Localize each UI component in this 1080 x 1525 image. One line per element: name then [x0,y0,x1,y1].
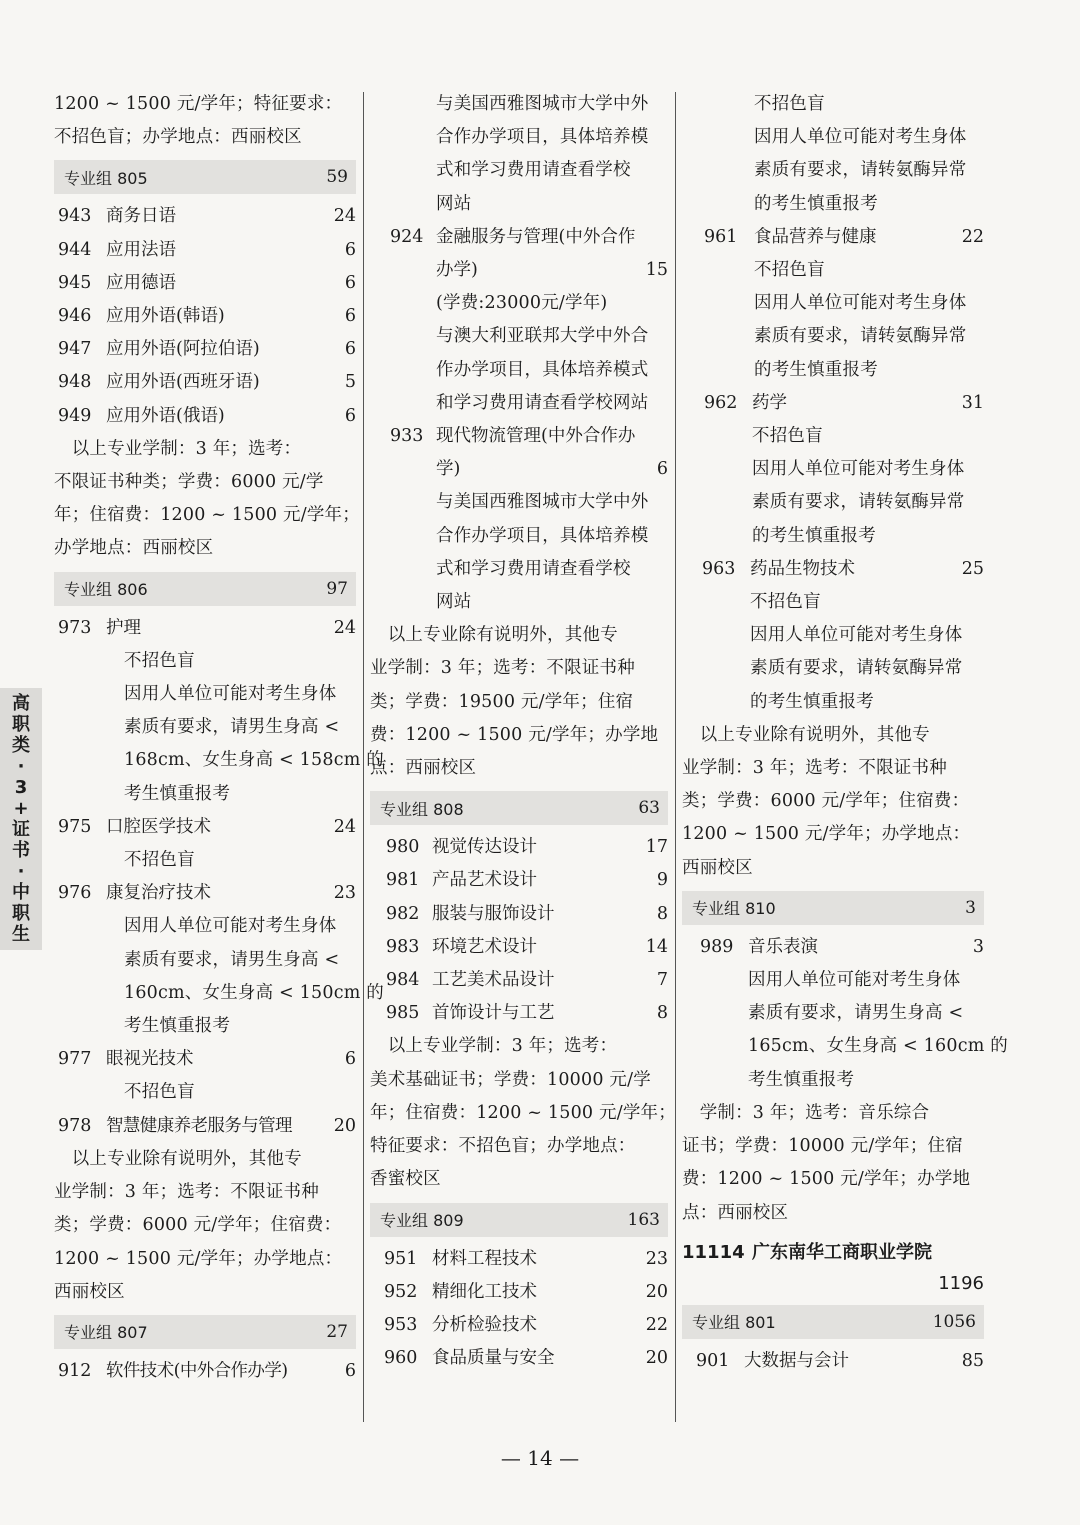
sub-line: 因用人单位可能对考生身体 [752,459,965,480]
note-line: 不限证书种类；学费：6000 元/学 [54,472,324,493]
major-code: 924 [390,226,424,247]
major-row [370,831,668,864]
group-label: 专业组 809 [380,1211,464,1230]
group-header-807 [54,1315,356,1349]
major-count: 6 [656,459,668,480]
side-tab-char: · [17,756,25,777]
major-code: 976 [58,883,92,904]
text-line: 网站 [436,193,472,214]
major-row-cont [370,453,668,486]
major-name: 口腔医学技术 [106,816,211,837]
major-code: 953 [384,1314,418,1335]
group-header-805 [54,160,356,194]
sub-line: 不招色盲 [750,592,821,613]
major-code: 943 [58,206,92,227]
major-name: 应用外语(韩语) [106,306,225,327]
note-line: 业学制：3 年；选考：不限证书种 [370,658,635,679]
sub-line: 素质有要求，请转氨酶异常 [754,326,967,347]
sub-line: 素质有要求，请转氨酶异常 [752,492,965,513]
side-tab-char: · [17,861,25,882]
note-line: 费：1200 ~ 1500 元/学年；办学地 [682,1169,971,1190]
group-count: 1056 [932,1311,976,1332]
sub-line: 考生慎重报考 [124,783,231,804]
column-3 [682,88,1008,1378]
note-line: 类；学费：6000 元/学年；住宿费： [682,791,970,812]
group-header-809 [370,1203,668,1237]
group-header-801 [682,1305,984,1339]
major-name: 分析检验技术 [432,1314,537,1335]
note-line: 点：西丽校区 [370,758,477,779]
major-name: 精细化工技术 [432,1281,537,1302]
major-row [370,1309,668,1342]
major-code: 948 [58,372,92,393]
major-name: 应用法语 [106,239,176,260]
major-row [54,366,356,399]
sub-line: 不招色盲 [124,650,195,671]
note-line: 1200 ~ 1500 元/学年；办学地点： [54,1248,343,1269]
group-count: 27 [326,1321,348,1342]
sub-line: 因用人单位可能对考生身体 [750,625,963,646]
major-row [370,864,668,897]
major-code: 912 [58,1360,92,1381]
sub-line: 素质有要求，请转氨酶异常 [750,658,963,679]
major-code: 978 [58,1115,92,1136]
note-line: 以上专业除有说明外，其他专 [54,1148,302,1169]
group-count: 63 [638,798,660,819]
major-row [370,1243,668,1276]
major-count: 6 [344,1360,356,1381]
text-line: 素质有要求，请转氨酶异常 [754,160,967,181]
major-name: 产品艺术设计 [432,870,537,891]
major-name: 首饰设计与工艺 [432,1003,555,1024]
major-code: 961 [704,226,738,247]
major-row [54,267,356,300]
note-line: 业学制：3 年；选考：不限证书种 [54,1182,319,1203]
sub-line: 作办学项目，具体培养模式 [436,359,649,380]
sub-line: 网站 [436,592,472,613]
text-line: 不招色盲 [754,94,825,114]
text-line: 与美国西雅图城市大学中外 [436,94,649,114]
major-code: 983 [386,936,420,957]
major-code: 975 [58,816,92,837]
major-code: 945 [58,272,92,293]
sub-line: 的考生慎重报考 [754,359,878,380]
major-count: 20 [645,1348,668,1369]
major-count: 14 [645,936,668,957]
side-tab-char: 中 [12,882,30,903]
sub-line: 因用人单位可能对考生身体 [754,293,967,314]
sub-line: 不招色盲 [124,1082,195,1103]
major-code: 946 [58,306,92,327]
group-header-810 [682,891,984,925]
major-row [682,387,984,420]
text-line: 合作办学项目，具体培养模 [436,127,649,148]
note-line: 以上专业除有说明外，其他专 [370,625,618,646]
major-row [370,931,668,964]
major-name: 应用外语(西班牙语) [106,372,260,393]
section-side-tab [0,688,42,950]
major-row [54,400,356,433]
sub-line: 的考生慎重报考 [752,525,876,546]
major-row [682,1345,984,1378]
note-line: 点：西丽校区 [682,1202,789,1223]
major-row [370,1342,668,1375]
group-label: 专业组 806 [64,580,148,600]
major-code: 982 [386,903,420,924]
column-divider [675,92,676,1422]
side-tab-char: 职 [12,903,30,924]
major-name: 金融服务与管理(中外合作 [436,226,636,247]
major-count: 22 [961,226,984,247]
major-code: 980 [386,837,420,858]
major-row [54,1355,356,1388]
major-count: 85 [961,1350,984,1371]
major-count: 15 [645,260,668,281]
sub-line: 素质有要求，请男生身高 < [124,717,340,738]
major-count: 7 [656,970,668,991]
text-line: 因用人单位可能对考生身体 [754,127,967,148]
side-tab-char: 证 [12,819,30,840]
major-row [370,964,668,997]
major-name: 药品生物技术 [750,558,855,579]
major-code: 962 [704,392,738,413]
sub-line: 合作办学项目，具体培养模 [436,525,649,546]
major-row [54,612,356,645]
major-name: 智慧健康养老服务与管理 [106,1115,292,1136]
sub-line: 因用人单位可能对考生身体 [124,684,337,705]
major-code: 985 [386,1003,420,1024]
major-name: 软件技术(中外合作办学) [106,1360,288,1381]
major-row [370,1276,668,1309]
major-count: 5 [344,372,356,393]
major-count: 6 [344,239,356,260]
major-count: 6 [344,339,356,360]
group-label: 专业组 808 [380,799,464,819]
major-code: 901 [696,1350,730,1371]
note-line: 证书；学费：10000 元/学年；住宿 [682,1136,963,1157]
major-count: 6 [344,1049,356,1070]
major-count: 23 [645,1248,668,1269]
major-count: 31 [961,392,984,413]
sub-line: 考生慎重报考 [124,1016,231,1037]
group-label: 专业组 805 [64,168,148,188]
group-label: 专业组 807 [64,1323,148,1343]
major-name: 应用外语(阿拉伯语) [106,339,260,360]
major-name: 应用外语(俄语) [106,405,225,426]
major-count: 24 [333,206,356,227]
page-number: — 14 — [500,1446,580,1470]
note-line: 年；住宿费：1200 ~ 1500 元/学年； [54,505,360,526]
sub-line: 不招色盲 [754,260,825,281]
major-name: 护理 [106,617,141,638]
major-row [370,997,668,1030]
major-count: 6 [344,272,356,293]
group-count: 97 [326,578,348,599]
major-name: 服装与服饰设计 [432,903,555,924]
column-1 [54,88,384,1388]
side-tab-char: 生 [12,924,30,945]
major-count: 3 [972,936,984,957]
note-line: 香蜜校区 [370,1169,441,1190]
major-code: 944 [58,239,92,260]
side-tab-char: 书 [12,840,30,861]
group-header-808 [370,791,668,825]
note-line: 美术基础证书；学费：10000 元/学 [370,1069,651,1090]
major-name: 眼视光技术 [106,1049,194,1070]
major-code: 949 [58,405,92,426]
note-line: 特征要求：不招色盲；办学地点： [370,1136,636,1157]
major-code: 947 [58,339,92,360]
major-row-cont [370,254,668,287]
note-line: 办学地点：西丽校区 [54,538,214,559]
major-row [54,811,356,844]
note-line: 年；住宿费：1200 ~ 1500 元/学年； [370,1102,676,1123]
major-code: 952 [384,1281,418,1302]
major-name: 康复治疗技术 [106,883,211,904]
major-row [370,221,668,254]
major-name: 环境艺术设计 [432,936,537,957]
major-name: 工艺美术品设计 [432,970,555,991]
school-heading [682,1236,984,1269]
note-line: 以上专业除有说明外，其他专 [682,724,930,745]
sub-line: 165cm、女生身高 < 160cm 的 [748,1036,1008,1057]
major-count: 6 [344,306,356,327]
major-row [682,553,984,586]
school-code: 11114 [682,1241,745,1263]
major-count: 24 [333,617,356,638]
major-row [54,1043,356,1076]
major-row [682,221,984,254]
major-count: 25 [961,558,984,579]
major-row [54,333,356,366]
major-count: 6 [344,405,356,426]
major-code: 960 [384,1348,418,1369]
major-name-cont: 学) [436,459,461,480]
major-name-cont: 办学) [436,260,478,281]
side-tab-char: 类 [12,735,30,756]
side-tab-char: 高 [12,693,30,714]
major-count: 23 [333,883,356,904]
major-count: 22 [645,1314,668,1335]
note-line: 类；学费：19500 元/学年；住宿 [370,691,634,712]
group-label: 专业组 810 [692,899,776,919]
sub-line: 素质有要求，请男生身高 < [124,949,340,970]
major-count: 17 [645,837,668,858]
note-line: 学制：3 年；选考：音乐综合 [682,1102,930,1123]
major-count: 24 [333,816,356,837]
school-name: 广东南华工商职业学院 [752,1241,932,1263]
side-tab-char: 职 [12,714,30,735]
sub-line: 因用人单位可能对考生身体 [748,970,961,991]
group-count: 59 [326,167,348,188]
note-line: 1200 ~ 1500 元/学年；办学地点： [682,824,971,845]
note-line: 西丽校区 [682,857,753,878]
major-count: 8 [656,1003,668,1024]
note-line: 以上专业学制：3 年；选考： [370,1036,618,1057]
note-line: 以上专业学制：3 年；选考： [54,438,302,459]
major-name: 材料工程技术 [432,1248,537,1269]
major-row [682,931,984,964]
text-line: 1200 ~ 1500 元/学年；特征要求： [54,94,343,114]
major-name: 视觉传达设计 [432,837,537,858]
major-code: 989 [700,936,734,957]
group-count: 163 [627,1209,660,1230]
major-row [54,1110,356,1143]
column-2 [370,88,676,1375]
sub-line: 不招色盲 [752,426,823,447]
note-line: 业学制：3 年；选考：不限证书种 [682,758,947,779]
major-name: 应用德语 [106,272,176,293]
major-row [370,420,668,453]
major-name: 食品质量与安全 [432,1348,555,1369]
major-count: 20 [645,1281,668,1302]
major-name: 音乐表演 [748,936,818,957]
major-row [54,300,356,333]
major-row [370,898,668,931]
major-count: 8 [656,903,668,924]
side-tab-char: + [13,798,29,819]
school-count: 1196 [938,1272,984,1294]
major-code: 933 [390,426,424,447]
major-name: 食品营养与健康 [754,226,877,247]
major-code: 963 [702,558,736,579]
sub-line: 不招色盲 [124,850,195,871]
sub-line: 素质有要求，请男生身高 < [748,1003,964,1024]
sub-line: 和学习费用请查看学校网站 [436,392,649,413]
major-name: 药学 [752,392,787,413]
major-count: 20 [333,1115,356,1136]
side-tab-char: 3 [14,777,28,798]
major-code: 973 [58,617,92,638]
major-code: 984 [386,970,420,991]
major-code: 951 [384,1248,418,1269]
major-name: 现代物流管理(中外合作办 [436,426,636,447]
major-code: 981 [386,870,420,891]
sub-line: 因用人单位可能对考生身体 [124,916,337,937]
sub-line: 与美国西雅图城市大学中外 [436,492,649,513]
major-code: 977 [58,1049,92,1070]
major-name: 大数据与会计 [744,1350,849,1371]
sub-line: 与澳大利亚联邦大学中外合 [436,326,649,347]
text-line: 的考生慎重报考 [754,193,878,214]
sub-line: 考生慎重报考 [748,1069,855,1090]
major-row [54,877,356,910]
note-line: 西丽校区 [54,1281,125,1302]
text-line: 不招色盲；办学地点：西丽校区 [54,127,302,148]
text-line: 式和学习费用请查看学校 [436,160,631,181]
major-count: 9 [656,870,668,891]
group-count: 3 [965,897,976,918]
major-row [54,200,356,233]
sub-line: 式和学习费用请查看学校 [436,558,631,579]
note-line: 费：1200 ~ 1500 元/学年；办学地 [370,724,659,745]
group-header-806 [54,572,356,606]
major-name: 商务日语 [106,206,176,227]
sub-line: 的考生慎重报考 [750,691,874,712]
group-label: 专业组 801 [692,1313,776,1333]
note-line: 类；学费：6000 元/学年；住宿费： [54,1215,342,1236]
sub-line: (学费:23000元/学年) [436,293,608,314]
sub-line: 168cm、女生身高 < 158cm 的 [124,750,384,771]
sub-line: 160cm、女生身高 < 150cm 的 [124,982,384,1003]
major-row [54,234,356,267]
